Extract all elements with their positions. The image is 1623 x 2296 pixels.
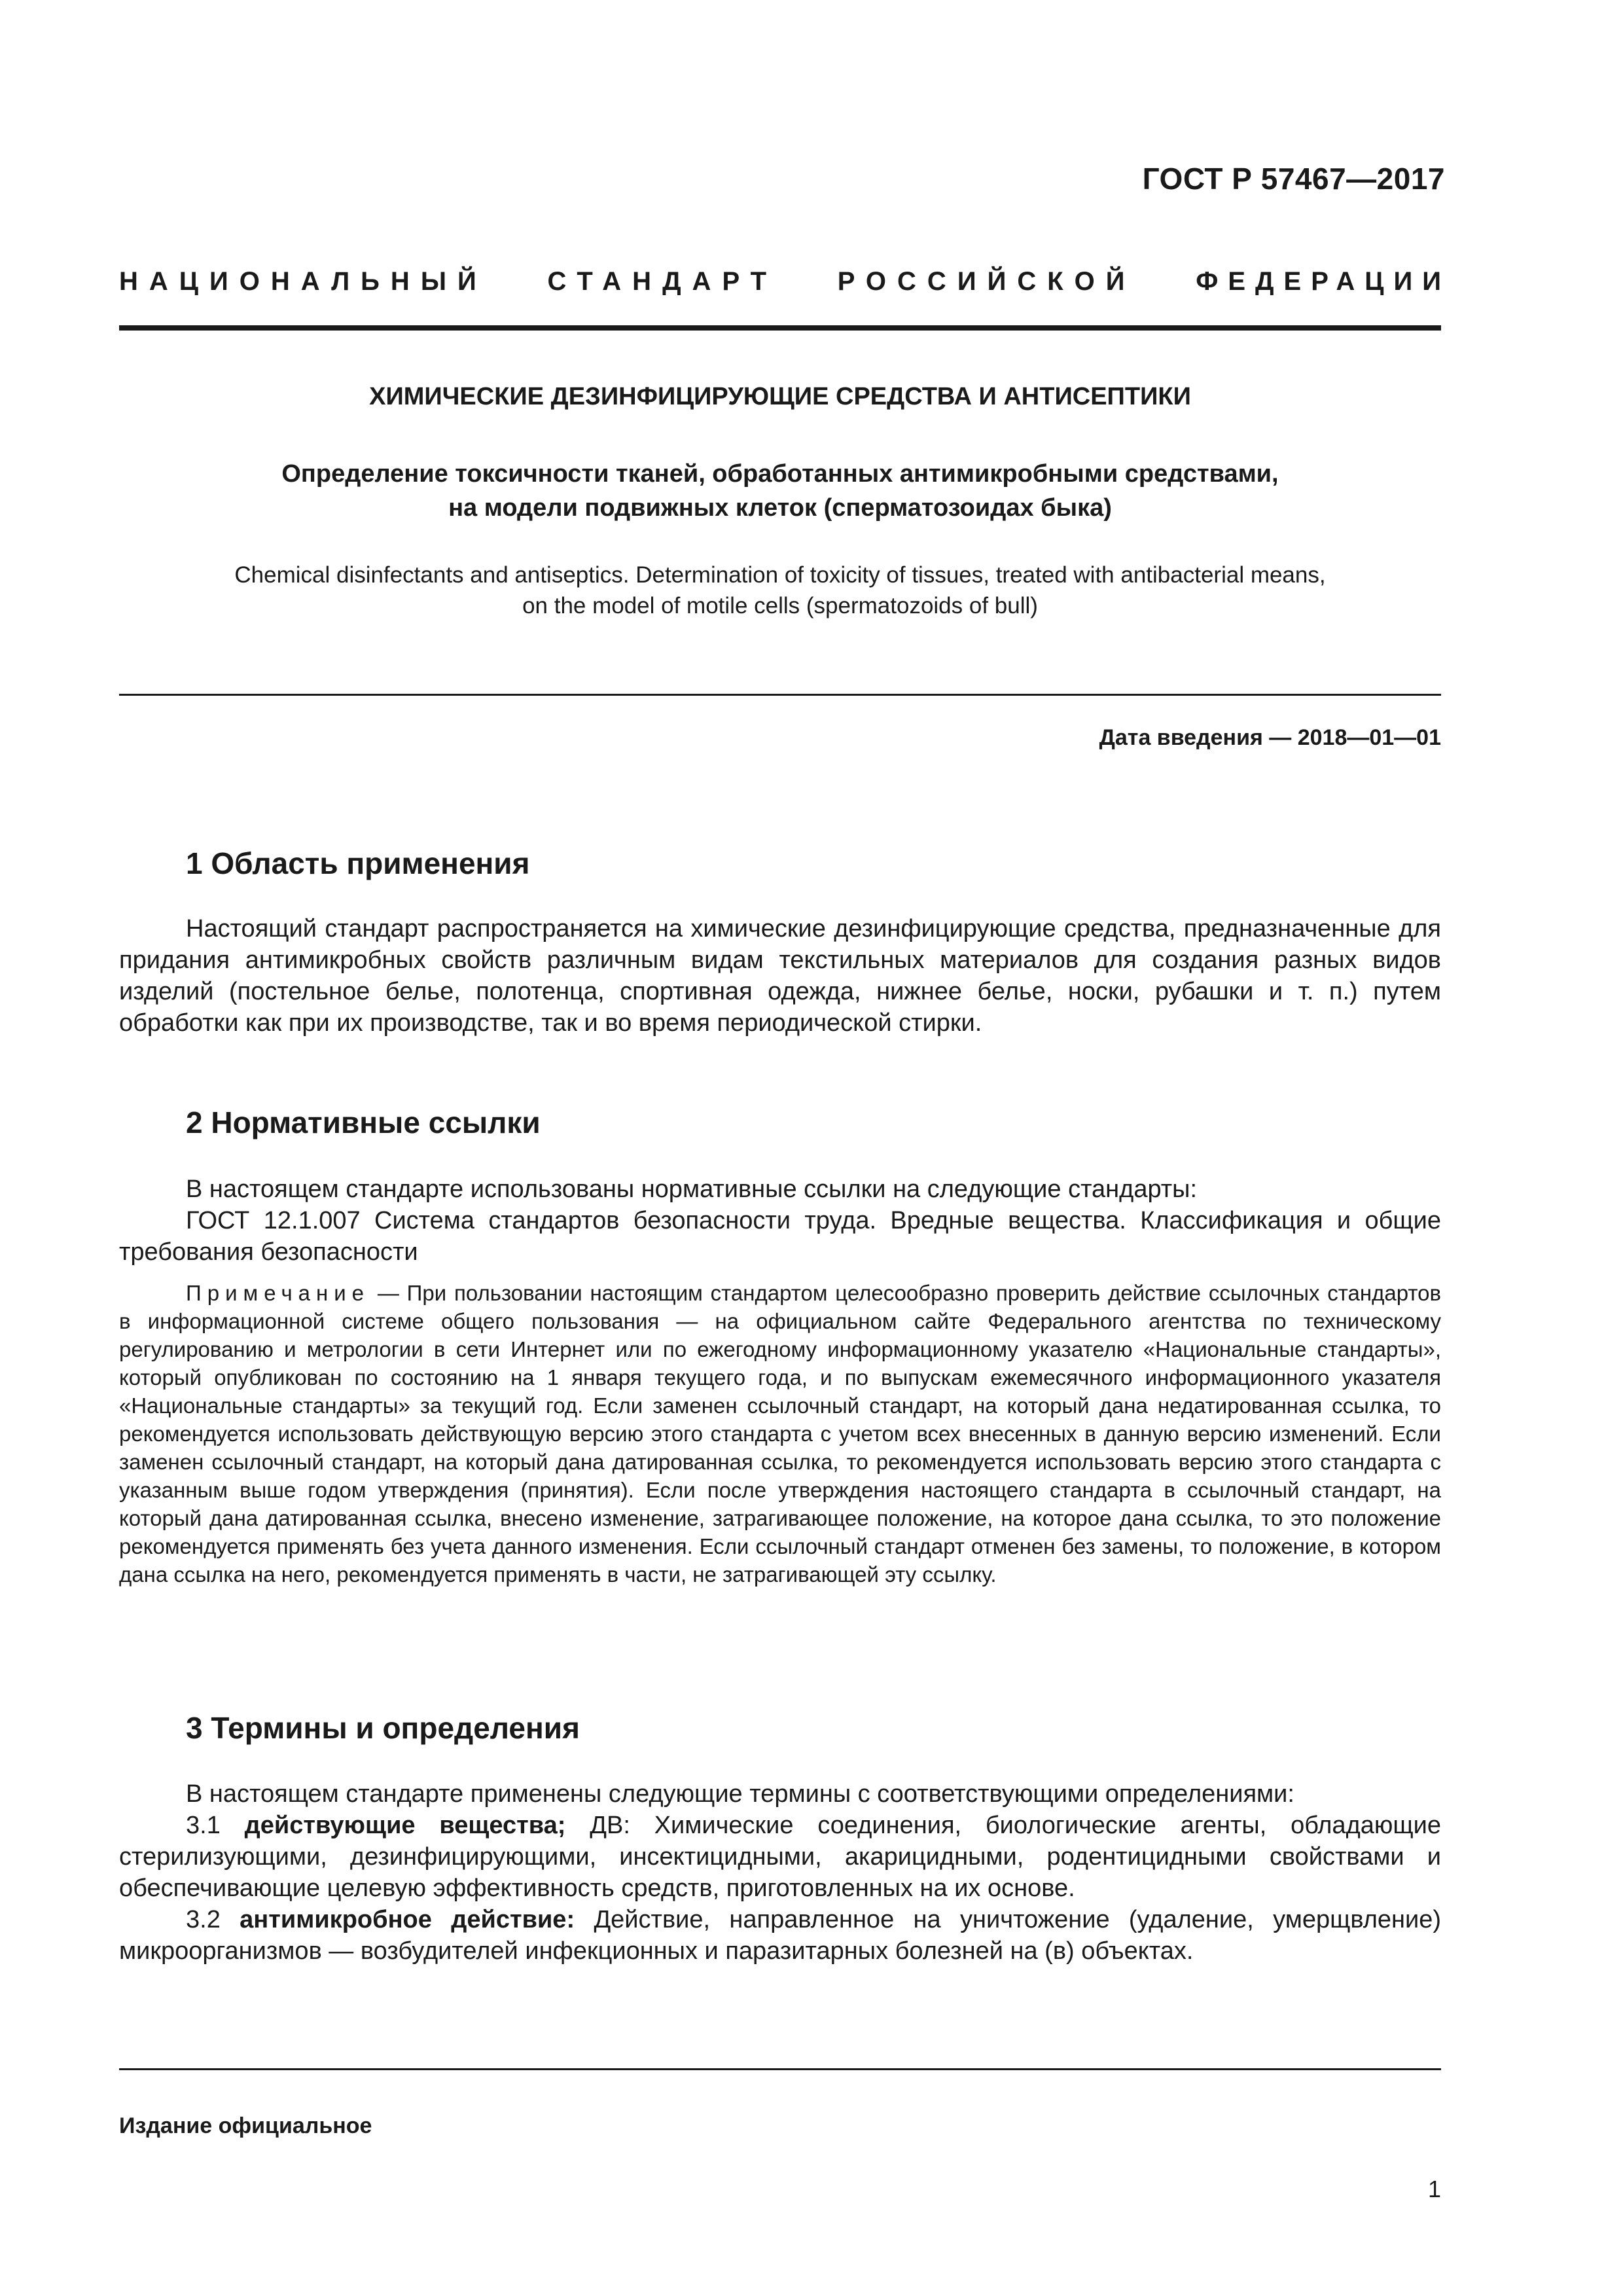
note-text: — При пользовании настоящим стандартом целесообразно проверить действие ссылочных стандартов в информационной системе общего пользования — на официальном сайте Федерального агентства по техническому регулированию и метрологии в сети Интернет или по ежегодному информационному указателю «Национальные стандарты», который опубликован по состоянию на 1 января текущего года, и по выпускам ежемесячного информационного указателя «Национальные стандарты» за текущий год. Если заменен ссылочный стандарт, на который дана недатированная ссылка, то рекомендуется использовать действующую версию этого стандарта с учетом всех внесенных в данную версию изменений. Если заменен ссылочный стандарт, на который дана датированная ссылка, то рекомендуется использовать версию этого стандарта с указанным выше годом утверждения (принятия). Если после утверждения настоящего стандарта в ссылочный стандарт, на который дана датированная ссылка, внесено изменение, затрагивающее положение, на которое дана ссылка, то это положение рекомендуется применять без учета данного изменения. Если ссылочный стандарт отменен без замены, то положение, в котором дана ссылка на него, рекомендуется применять в части, не затрагивающей эту ссылку. bbox=[119, 1281, 1441, 1587]
term-number: 3.2 bbox=[186, 1906, 240, 1933]
official-edition-label: Издание официальное bbox=[119, 2113, 372, 2138]
term-text: ДВ: Химические соединения, биологические агенты, обладающие стерилизующими, дезинфицирующими, инсектицидными, акарицидными, родентицидными свойствами и обеспечивающие целевую эффективность средств, приготовленных на их основе. bbox=[119, 1812, 1442, 1902]
section-3-heading: 3 Термины и определения bbox=[186, 1711, 580, 1745]
section-1-heading: 1 Область применения bbox=[186, 846, 530, 880]
note-label: Примечание bbox=[186, 1281, 370, 1305]
section-1-text: Настоящий стандарт распространяется на химические дезинфицирующие средства, предназначенные для придания антимикробных свойств различным видам текстильных материалов для создания разных видов изделий (постельное белье, полотенца, спортивная одежда, нижнее белье, носки, рубашки и т. п.) путем обработки как при их производстве, так и во время периодической стирки. bbox=[119, 915, 1441, 1037]
footer-divider bbox=[119, 2068, 1441, 2070]
normative-reference: ГОСТ 12.1.007 Система стандартов безопасности труда. Вредные вещества. Классификация и общие требования безопасности bbox=[119, 1207, 1441, 1266]
standard-word: РОССИЙСКОЙ bbox=[837, 267, 1136, 296]
term-name: действующие вещества; bbox=[244, 1812, 566, 1839]
term-definition bbox=[119, 1810, 1441, 1904]
term-text: Действие, направленное на уничтожение (удаление, умерщвление) микроорганизмов — возбудителей инфекционных и паразитарных болезней на (в) объектах. bbox=[119, 1906, 1441, 1965]
document-subtitle bbox=[0, 457, 1560, 525]
note bbox=[119, 1279, 1441, 1588]
standard-word: СТАНДАРТ bbox=[547, 267, 778, 296]
title-divider bbox=[119, 694, 1441, 696]
header-divider bbox=[119, 325, 1441, 331]
term-definition bbox=[119, 1904, 1441, 1967]
english-title-line: Chemical disinfectants and antiseptics. Determination of toxicity of tissues, treated with antibacterial means, bbox=[234, 562, 1326, 588]
term-name: антимикробное действие: bbox=[240, 1906, 575, 1933]
section-3-intro: В настоящем стандарте применены следующие термины с соответствующими определениями: bbox=[186, 1780, 1294, 1808]
page-number: 1 bbox=[1427, 2176, 1441, 2202]
standard-category-line bbox=[119, 267, 1451, 296]
english-title-line: on the model of motile cells (spermatozoids of bull) bbox=[522, 593, 1038, 619]
subtitle-line: на модели подвижных клеток (сперматозоидах быка) bbox=[448, 494, 1112, 522]
document-title: ХИМИЧЕСКИЕ ДЕЗИНФИЦИРУЮЩИЕ СРЕДСТВА И АНТИСЕПТИКИ bbox=[369, 383, 1191, 410]
subtitle-line: Определение токсичности тканей, обработанных антимикробными средствами, bbox=[281, 460, 1279, 488]
introduction-date: Дата введения — 2018—01—01 bbox=[1099, 725, 1441, 750]
standard-word: ФЕДЕРАЦИИ bbox=[1196, 267, 1451, 296]
english-title bbox=[0, 560, 1560, 621]
standard-designation: ГОСТ Р 57467—2017 bbox=[1142, 162, 1445, 196]
section-2-heading: 2 Нормативные ссылки bbox=[186, 1105, 541, 1139]
standard-word: НАЦИОНАЛЬНЫЙ bbox=[119, 267, 488, 296]
term-number: 3.1 bbox=[186, 1812, 245, 1839]
section-2-intro: В настоящем стандарте использованы нормативные ссылки на следующие стандарты: bbox=[186, 1175, 1198, 1203]
